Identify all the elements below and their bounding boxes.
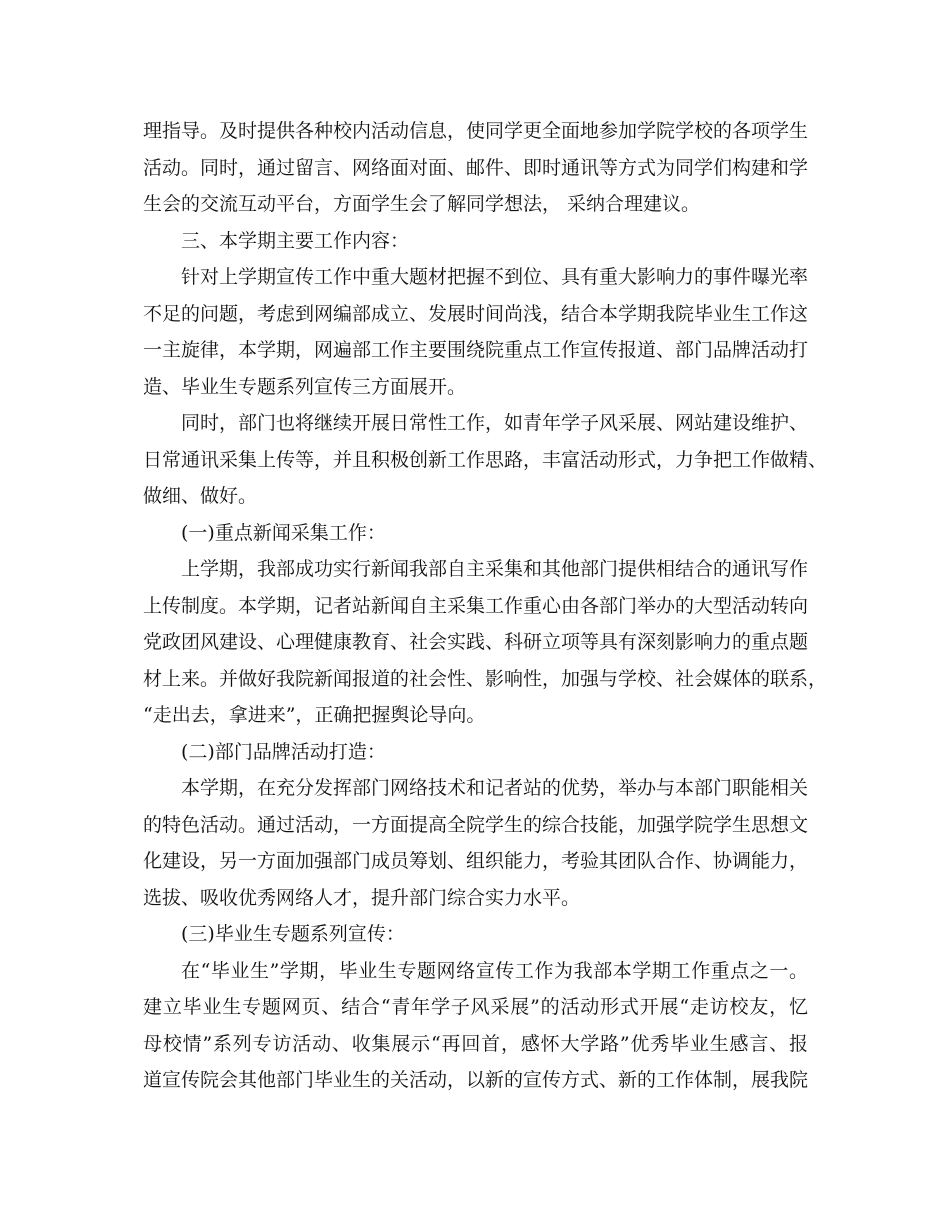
text-line: 针对上学期宣传工作中重大题材把握不到位、具有重大影响力的事件曝光率 [181,266,809,288]
text-line: 建立毕业生专题网页、结合“青年学子风采展”的活动形式开展“走访校友，忆 [143,996,808,1018]
text-line: 材上来。并做好我院新闻报道的社会性、影响性，加强与学校、社会媒体的联系， [143,667,828,690]
text-line: 同时，部门也将继续开展日常性工作，如青年学子风采展、网站建设维护、 [181,412,809,434]
text-line: 不足的问题，考虑到网编部成立、发展时间尚浅，结合本学期我院毕业生工作这 [143,302,809,325]
text-line: 选拔、吸收优秀网络人才，提升部门综合实力水平。 [143,886,581,909]
text-line: 化建设，另一方面加强部门成员筹划、组织能力，考验其团队合作、协调能力， [143,850,809,872]
subsection-heading: (一)重点新闻采集工作： [181,521,386,544]
text-line: 做细、做好。 [143,485,258,507]
document-body [143,113,828,1099]
text-line: 上学期，我部成功实行新闻我部自主采集和其他部门提供相结合的通讯写作 [181,558,809,580]
text-line: “走出去，拿进来”，正确把握舆论导向。 [143,704,486,726]
text-line: 生会的交流互动平台，方面学生会了解同学想法， 采纳合理建议。 [143,193,701,215]
text-line: 的特色活动。通过活动，一方面提高全院学生的综合技能，加强学院学生思想文 [143,813,809,836]
subsection-heading: (三)毕业生专题系列宣传： [181,923,405,945]
text-line: 活动。同时，通过留言、网络面对面、邮件、即时通讯等方式为同学们构建和学 [143,156,809,179]
text-line: 党政团风建设、心理健康教育、社会实践、科研立项等具有深刻影响力的重点题 [143,631,809,653]
text-line: 在“毕业生”学期，毕业生专题网络宣传工作为我部本学期工作重点之一。 [181,959,808,982]
text-line: 日常通讯采集上传等，并且积极创新工作思路，丰富活动形式，力争把工作做精、 [143,448,828,471]
section-heading: 三、本学期主要工作内容： [181,229,410,252]
text-line: 上传制度。本学期，记者站新闻自主采集工作重心由各部门举办的大型活动转向 [143,594,809,617]
text-line: 一主旋律，本学期，网遍部工作主要围绕院重点工作宣传报道、部门品牌活动打 [143,339,809,361]
subsection-heading: (二)部门品牌活动打造： [181,740,386,763]
text-line: 本学期，在充分发挥部门网络技术和记者站的优势，举办与本部门职能相关 [181,777,809,799]
text-line: 造、毕业生专题系列宣传三方面展开。 [143,375,467,398]
text-line: 理指导。及时提供各种校内活动信息，使同学更全面地参加学院学校的各项学生 [143,120,809,142]
text-line: 道宣传院会其他部门毕业生的关活动，以新的宣传方式、新的工作体制，展我院 [143,1069,809,1091]
text-line: 母校情”系列专访活动、收集展示“再回首，感怀大学路”优秀毕业生感言、报 [143,1032,808,1055]
